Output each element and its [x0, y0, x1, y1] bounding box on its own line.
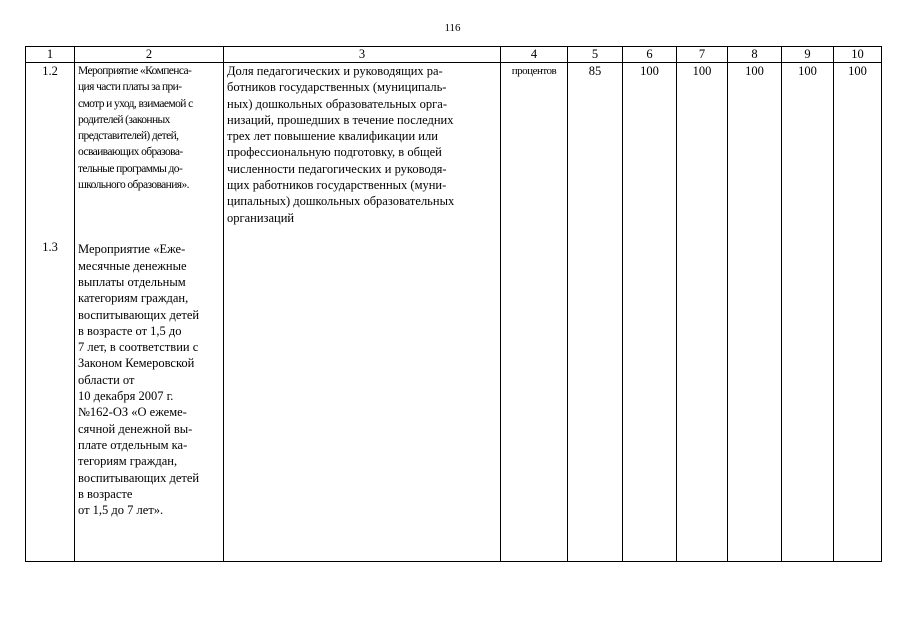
value-cell-year-5: [568, 63, 623, 562]
event-name-line: категориям граждан,: [78, 291, 189, 306]
value-cell-year-10: [834, 63, 882, 562]
indicator-line: организаций: [227, 210, 295, 225]
row-number-cell: [26, 63, 75, 562]
header-cell: 5: [568, 47, 623, 63]
header-cell: 8: [728, 47, 782, 63]
header-cell: 3: [224, 47, 501, 63]
unit-cell: [501, 63, 568, 562]
indicator-cell: [224, 63, 501, 562]
event-name-line: области от: [78, 372, 135, 387]
table-row: [26, 63, 882, 562]
header-cell: 6: [623, 47, 677, 63]
event-name-line: выплаты отдельным: [78, 274, 186, 289]
event-name-line: представителей) детей,: [78, 130, 179, 143]
indicator-line: профессиональную подготовку, в общей: [227, 145, 442, 160]
value-text: 100: [692, 64, 712, 78]
value-text: 100: [745, 64, 764, 78]
event-name-line: Законом Кемеровской: [78, 356, 195, 371]
header-cell: 4: [501, 47, 568, 63]
event-name-line: воспитывающих детей: [78, 470, 200, 485]
event-name-line: от 1,5 до 7 лет».: [78, 503, 164, 518]
value-cell-year-6: [623, 63, 677, 562]
event-name-line: родителей (законных: [78, 113, 170, 126]
event-name-line: тельные программы до-: [78, 162, 183, 175]
indicator-table: [25, 46, 882, 562]
indicator-line: ботников государственных (муниципаль-: [227, 80, 447, 95]
indicator-line: ных) дошкольных образовательных орга-: [227, 96, 448, 111]
event-name-line: смотр и уход, взимаемой с: [78, 97, 193, 110]
header-cell: 7: [677, 47, 728, 63]
indicator-line: ципальных) дошкольных образовательных: [227, 194, 455, 209]
value-cell-year-7: [677, 63, 728, 562]
event-name-line: месячные денежные: [78, 258, 187, 273]
value-text: 100: [848, 64, 867, 78]
header-cell: 10: [834, 47, 882, 63]
event-name-line: 10 декабря 2007 г.: [78, 389, 174, 404]
row-number: 1.2: [42, 64, 58, 78]
table-header-row: [26, 47, 882, 63]
indicator-line: Доля педагогических и руководящих ра-: [227, 64, 443, 78]
event-name-line: ция части платы за при-: [78, 81, 182, 94]
unit-label: процентов: [511, 65, 557, 77]
event-name-line: плате отдельным ка-: [78, 437, 188, 452]
event-name-line: в возрасте от 1,5 до: [78, 323, 182, 338]
indicator-line: низаций, прошедших в течение последних: [227, 112, 454, 127]
event-name-line: Мероприятие «Компенса-: [78, 65, 192, 77]
event-name-line: воспитывающих детей: [78, 307, 200, 322]
event-name-line: школьного образования».: [78, 179, 189, 192]
value-text: 100: [640, 64, 659, 78]
value-cell-year-9: [782, 63, 834, 562]
event-name-line: Мероприятие «Еже-: [78, 242, 186, 257]
indicator-line: трех лет повышение квалификации или: [227, 129, 438, 144]
event-name-line: осваивающих образова-: [78, 146, 183, 159]
header-cell: 9: [782, 47, 834, 63]
event-name-line: 7 лет, в соответствии с: [78, 340, 199, 355]
event-name-line: №162-ОЗ «О ежеме-: [78, 405, 187, 420]
event-name-cell: [75, 63, 224, 562]
indicator-line: численности педагогических и руководя-: [227, 161, 447, 176]
row-number: 1.3: [42, 240, 58, 255]
value-text: 85: [588, 64, 602, 78]
value-cell-year-8: [728, 63, 782, 562]
indicator-line: щих работников государственных (муни-: [227, 178, 447, 193]
page-number: 116: [444, 22, 461, 34]
event-name-line: в возрасте: [78, 486, 133, 501]
event-name-line: сячной денежной вы-: [78, 421, 193, 436]
value-text: 100: [798, 64, 817, 78]
header-cell: 2: [75, 47, 224, 63]
header-cell: 1: [26, 47, 75, 63]
event-name-line: тегориям граждан,: [78, 454, 178, 469]
